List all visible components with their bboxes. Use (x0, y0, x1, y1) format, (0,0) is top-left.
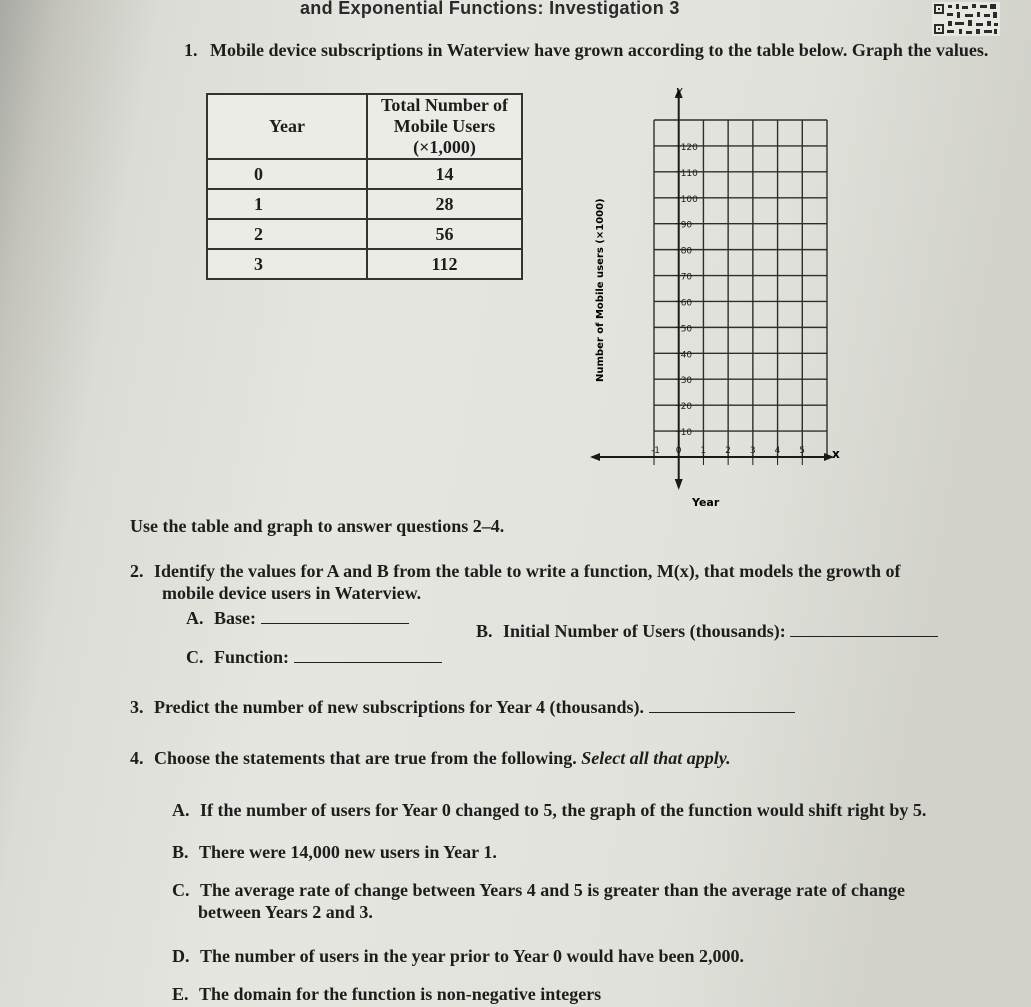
part-b-letter: B. (476, 621, 493, 641)
option-d-letter: D. (172, 946, 190, 966)
y-tick-label: 50 (680, 324, 693, 335)
year-cell: 3 (207, 249, 367, 279)
question-1 (184, 40, 988, 61)
y-axis-letter: y (676, 84, 683, 97)
users-header-line-1: Total Number of (380, 95, 508, 115)
question-2-number: 2. (130, 561, 144, 581)
part-c-label: Function: (214, 647, 290, 667)
x-axis-label: Year (692, 496, 720, 509)
option-d-text: The number of users in the year prior to Year 0 would have been 2,000. (200, 946, 745, 966)
option-e-text: The domain for the function is non-negative integers (199, 984, 602, 1004)
function-answer-blank[interactable] (294, 648, 442, 663)
part-a-letter: A. (186, 608, 204, 628)
y-tick-label: 20 (680, 402, 693, 413)
y-axis-arrow (675, 479, 683, 490)
worksheet-title: and Exponential Functions: Investigation 3 (300, 0, 680, 18)
option-a-text: If the number of users for Year 0 changed to 5, the graph of the function would shift right by 5. (200, 800, 927, 820)
part-b (476, 621, 938, 642)
x-tick-label: 3 (749, 446, 756, 456)
part-c (186, 647, 442, 668)
y-tick-label: 120 (680, 142, 698, 153)
base-answer-blank[interactable] (261, 609, 409, 624)
x-tick-label: 1 (700, 446, 707, 456)
x-axis-arrow (590, 453, 600, 461)
table-row (207, 189, 522, 219)
question-1-text: Mobile device subscriptions in Waterview have grown according to the table below. Graph the values. (210, 40, 989, 60)
x-tick-label: 0 (675, 446, 682, 456)
option-b-letter: B. (172, 842, 189, 862)
y-tick-label: 40 (680, 350, 693, 361)
option-c-continued: between Years 2 and 3. (198, 902, 373, 922)
question-2-text: Identify the values for A and B from the table to write a function, M(x), that models the growth of (154, 561, 901, 581)
question-2-line-2: mobile device users in Waterview. (162, 583, 422, 603)
y-tick-label: 100 (680, 194, 698, 205)
option-d[interactable] (172, 946, 744, 967)
part-a (186, 608, 409, 629)
year-cell: 2 (207, 219, 367, 249)
question-2-line-1 (130, 561, 900, 582)
table-header-row (207, 94, 522, 159)
option-c-letter: C. (172, 880, 190, 900)
year-column-header: Year (207, 94, 367, 159)
question-1-number: 1. (184, 40, 198, 60)
y-tick-label: 10 (680, 428, 693, 439)
y-axis-label: Number of Mobile users (×1000) (595, 198, 606, 382)
x-tick-label: 4 (774, 446, 781, 456)
y-tick-label: 60 (680, 298, 693, 309)
option-c-text: The average rate of change between Years 4 and 5 is greater than the average rate of change (200, 880, 906, 900)
users-cell: 112 (367, 249, 522, 279)
question-3 (130, 697, 795, 718)
x-tick-labels (651, 446, 805, 465)
x-tick-label: 2 (725, 446, 731, 456)
part-c-letter: C. (186, 647, 204, 667)
x-tick-label: 5 (799, 446, 806, 456)
y-tick-label: 30 (680, 376, 693, 387)
table-row (207, 219, 522, 249)
question-4 (130, 748, 731, 769)
part-a-label: Base: (214, 608, 256, 628)
blank-coordinate-grid[interactable] (580, 82, 860, 512)
table-row (207, 249, 522, 279)
axes (590, 88, 834, 490)
users-column-header (367, 94, 522, 159)
year-cell: 0 (207, 159, 367, 189)
option-a[interactable] (172, 800, 926, 821)
qr-code-icon (932, 2, 1000, 36)
year-cell: 1 (207, 189, 367, 219)
users-cell: 14 (367, 159, 522, 189)
x-tick-label: -1 (651, 446, 660, 456)
option-e-letter: E. (172, 984, 189, 1004)
question-3-number: 3. (130, 697, 144, 717)
part-b-label: Initial Number of Users (thousands): (503, 621, 786, 641)
question-4-number: 4. (130, 748, 144, 768)
question-4-instruction: Select all that apply. (581, 748, 731, 768)
option-c[interactable] (172, 880, 905, 901)
question-4-text: Choose the statements that are true from the following. (154, 748, 577, 768)
instructions-text: Use the table and graph to answer questions 2–4. (130, 516, 505, 536)
option-b[interactable] (172, 842, 497, 863)
y-tick-label: 70 (680, 272, 693, 283)
users-cell: 28 (367, 189, 522, 219)
year-4-answer-blank[interactable] (649, 698, 795, 713)
y-tick-label: 90 (680, 220, 693, 231)
y-tick-label: 80 (680, 246, 693, 257)
option-a-letter: A. (172, 800, 190, 820)
table-row (207, 159, 522, 189)
y-tick-label: 110 (680, 168, 698, 179)
users-header-line-2: Mobile Users (×1,000) (393, 116, 496, 157)
option-b-text: There were 14,000 new users in Year 1. (199, 842, 497, 862)
option-e[interactable] (172, 984, 601, 1005)
x-axis-letter: x (832, 447, 840, 461)
initial-users-answer-blank[interactable] (790, 622, 938, 637)
question-3-text: Predict the number of new subscriptions for Year 4 (thousands). (154, 697, 645, 717)
users-data-table (206, 93, 523, 280)
users-cell: 56 (367, 219, 522, 249)
